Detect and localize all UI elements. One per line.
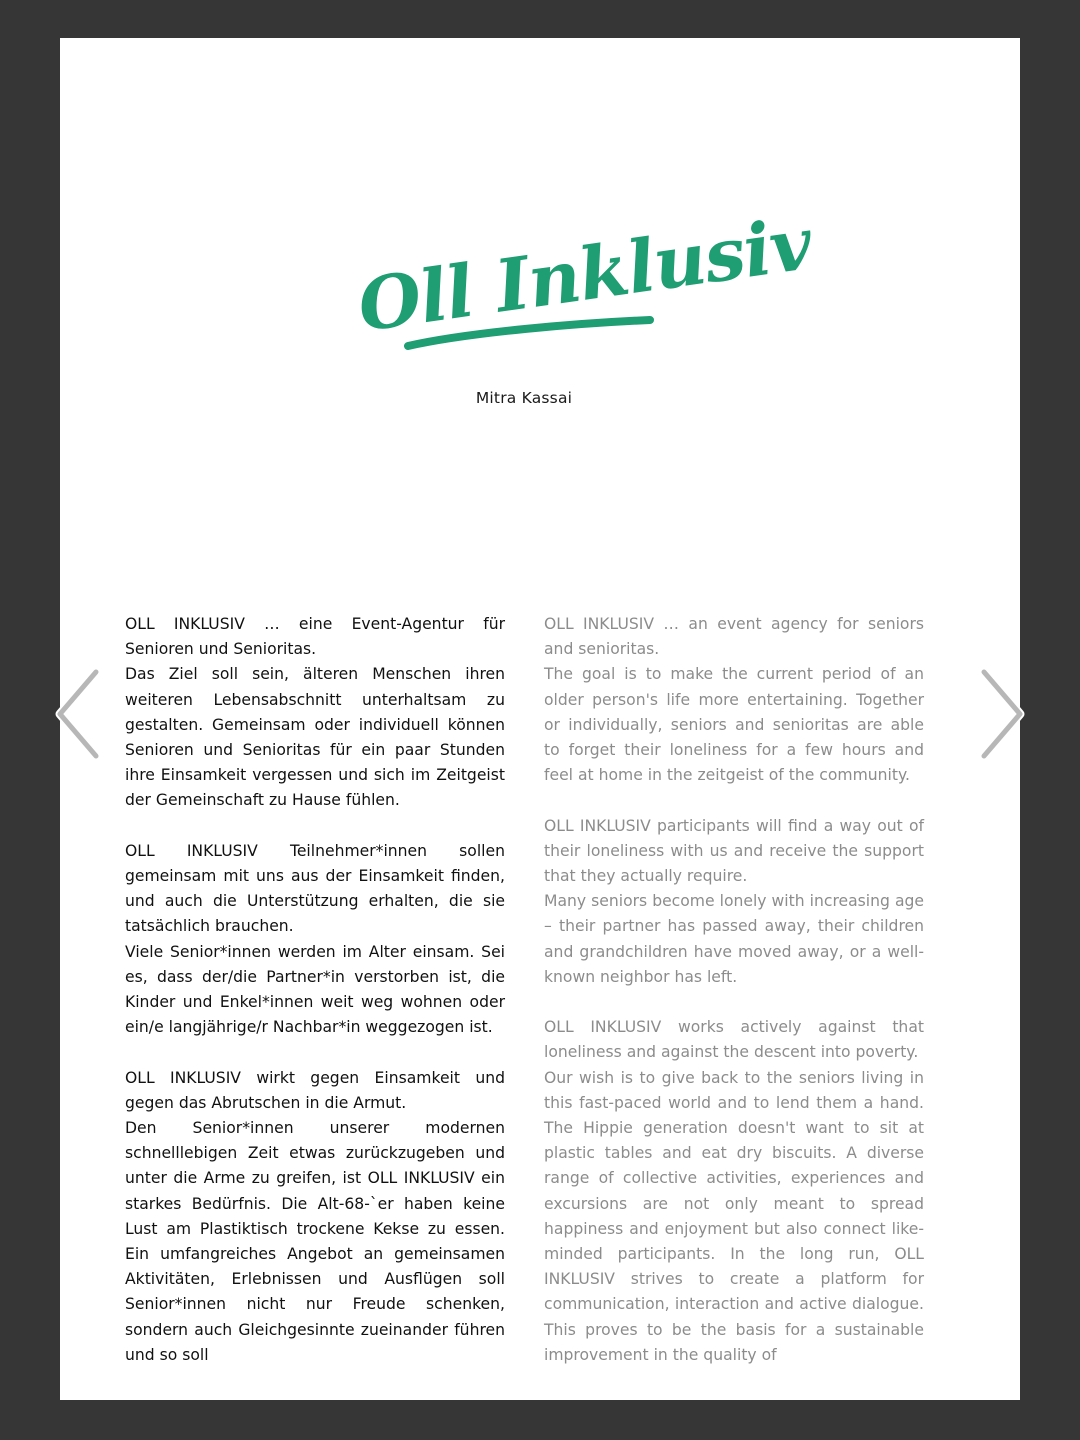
- oll-inklusiv-logo: [350, 200, 817, 348]
- english-paragraph: OLL INKLUSIV … an event agency for seniors and senioritas. The goal is to make the current period of an older person's life more entertaining. Together or individually, seniors and senioritas are able to forget their loneliness for a few hours and feel at home in the zeitgeist of the community.: [544, 615, 924, 785]
- next-page-button[interactable]: [976, 664, 1026, 764]
- english-paragraph: OLL INKLUSIV participants will find a way out of their loneliness with us and receive the support that they actually require. Many seniors become lonely with increasing age – their partner has passed away, their children and grandchildren have moved away, or a well-known neighbor has left.: [544, 816, 924, 986]
- document-page: [60, 38, 1020, 1400]
- author-name: Mitra Kassai: [475, 389, 573, 407]
- chevron-left-icon: [54, 664, 104, 764]
- english-paragraph: OLL INKLUSIV works actively against that loneliness and against the descent into poverty. Our wish is to give back to the seniors living in this fast-paced world and to lend them a hand. The Hippie generation doesn't want to sit at plastic tables and eat dry biscuits. A diverse range of collective activities, experiences and excursions are not only meant to spread happiness and enjoyment but also connect like-minded participants. In the long run, OLL INKLUSIV strives to create a platform for communication, interaction and active dialogue. This proves to be the basis for a sustainable improvement in the quality of: [544, 1018, 924, 1364]
- logo-wordmark: Oll Inklusiv: [352, 200, 817, 348]
- previous-page-button[interactable]: [54, 664, 104, 764]
- german-text-column: [125, 612, 505, 1393]
- german-paragraph: OLL INKLUSIV wirkt gegen Einsamkeit und gegen das Abrutschen in die Armut. Den Senior*innen unserer modernen schnelllebigen Zeit etwas zurückzugeben und unter die Arme zu greifen, ist OLL INKLUSIV ein starkes Bedürfnis. Die Alt-68-`er haben keine Lust am Plastiktisch trockene Kekse zu essen. Ein umfangreiches Angebot an gemeinsamen Aktivitäten, Erlebnissen und Ausflügen soll Senior*innen nicht nur Freude schenken, sondern auch Gleichgesinnte zueinander führen und so soll: [125, 1068, 505, 1364]
- english-text-column: [544, 612, 924, 1393]
- chevron-right-icon: [976, 664, 1026, 764]
- german-paragraph: OLL INKLUSIV Teilnehmer*innen sollen gemeinsam mit uns aus der Einsamkeit finden, und auch die Unterstützung erhalten, die sie tatsächlich brauchen. Viele Senior*innen werden im Alter einsam. Sei es, dass der/die Partner*in verstorben ist, die Kinder und Enkel*innen weit weg wohnen oder ein/e langjährige/r Nachbar*in weggezogen ist.: [125, 841, 505, 1037]
- german-paragraph: OLL INKLUSIV … eine Event-Agentur für Senioren und Senioritas. Das Ziel soll sein, älteren Menschen ihren weiteren Lebensabschnitt unterhaltsam zu gestalten. Gemeinsam oder individuell können Senioren und Senioritas für ein paar Stunden ihre Einsamkeit vergessen und sich im Zeitgeist der Gemeinschaft zu Hause fühlen.: [125, 615, 505, 810]
